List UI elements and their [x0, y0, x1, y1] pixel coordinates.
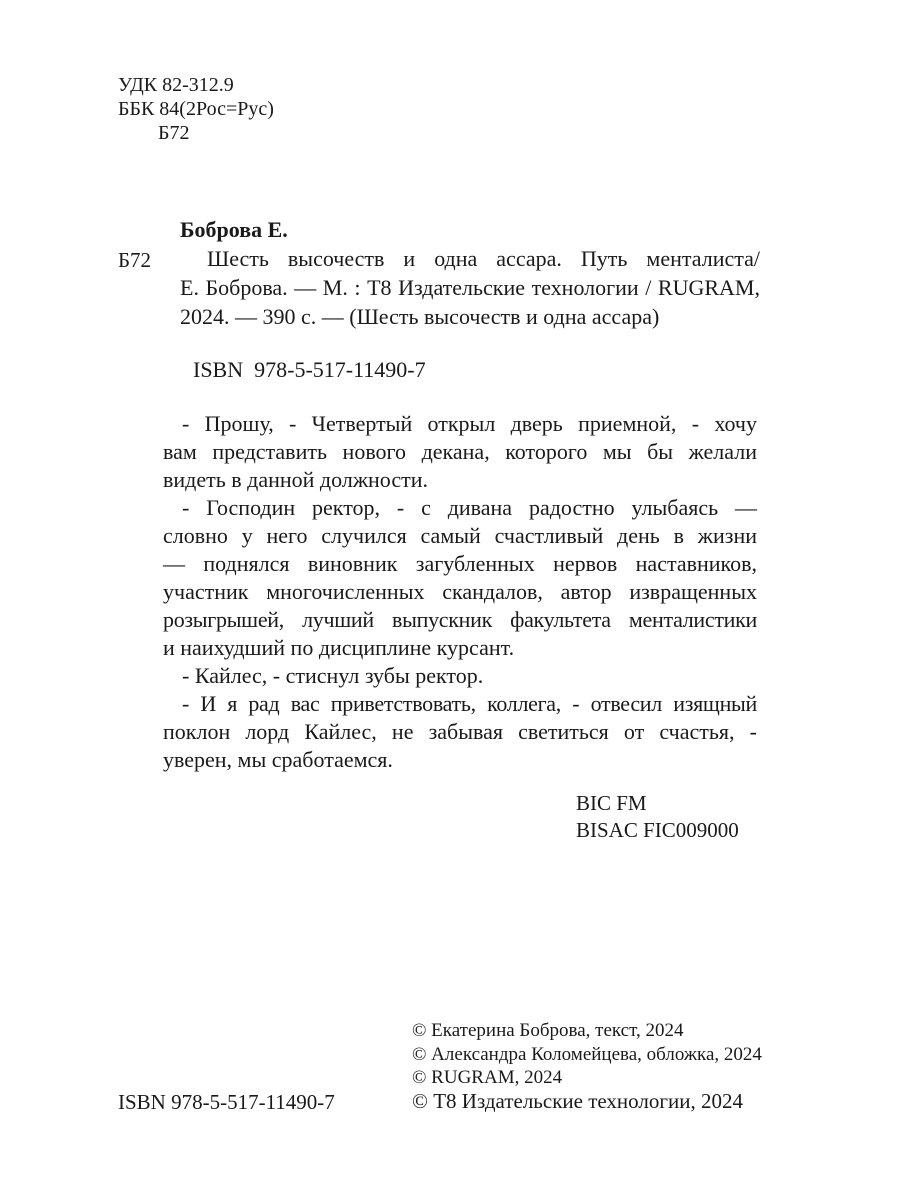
entry-author-sign: Б72: [118, 248, 152, 272]
annotation-line: - Господин ректор, - с дивана радостно улыбаясь —: [182, 495, 757, 520]
annotation-line: уверен, мы сработаемся.: [163, 747, 393, 772]
annotation-line: видеть в данной должности.: [163, 467, 428, 492]
annotation-line: участник многочисленных скандалов, автор извращенных: [163, 579, 757, 604]
annotation-line: вам представить нового декана, которого мы бы желали: [163, 439, 757, 464]
bib-line: Е. Боброва. — М. : Т8 Издательские технологии / RUGRAM,: [180, 275, 760, 300]
footer-isbn: ISBN 978-5-517-11490-7: [118, 1090, 335, 1114]
annotation-line: поклон лорд Кайлес, не забывая светиться от счастья, -: [163, 719, 757, 744]
copyright-line: © Александра Коломейцева, обложка, 2024: [412, 1044, 762, 1065]
udk-code: УДК 82-312.9: [118, 74, 234, 96]
annotation-line: розыгрышей, лучший выпускник факультета менталистики: [163, 607, 757, 632]
bib-line: Шесть высочеств и одна ассара. Путь менталиста/: [207, 246, 760, 271]
annotation-line: словно у него случился самый счастливый день в жизни: [163, 523, 757, 548]
annotation-line: - Кайлес, - стиснул зубы ректор.: [182, 663, 484, 688]
bbk-code: ББК 84(2Рос=Рус): [118, 98, 274, 120]
copyright-line: © Т8 Издательские технологии, 2024: [412, 1089, 743, 1113]
bic-code: BIC FM: [576, 791, 647, 815]
bib-line: 2024. — 390 с. — (Шесть высочеств и одна ассара): [180, 304, 660, 329]
annotation-line: - И я рад вас приветствовать, коллега, - отвесил изящный: [182, 691, 757, 716]
bisac-code: BISAC FIC009000: [576, 818, 739, 842]
author-sign-code: Б72: [158, 122, 190, 144]
copyright-line: © Екатерина Боброва, текст, 2024: [412, 1020, 684, 1041]
copyright-line: © RUGRAM, 2024: [412, 1067, 563, 1088]
annotation-line: и наихудший по дисциплине курсант.: [163, 635, 515, 660]
author-heading: Боброва Е.: [180, 217, 288, 242]
annotation-line: - Прошу, - Четвертый открыл дверь приемной, - хочу: [182, 411, 757, 436]
entry-isbn: ISBN 978-5-517-11490-7: [193, 357, 426, 382]
annotation-line: — поднялся виновник загубленных нервов наставников,: [163, 551, 757, 576]
